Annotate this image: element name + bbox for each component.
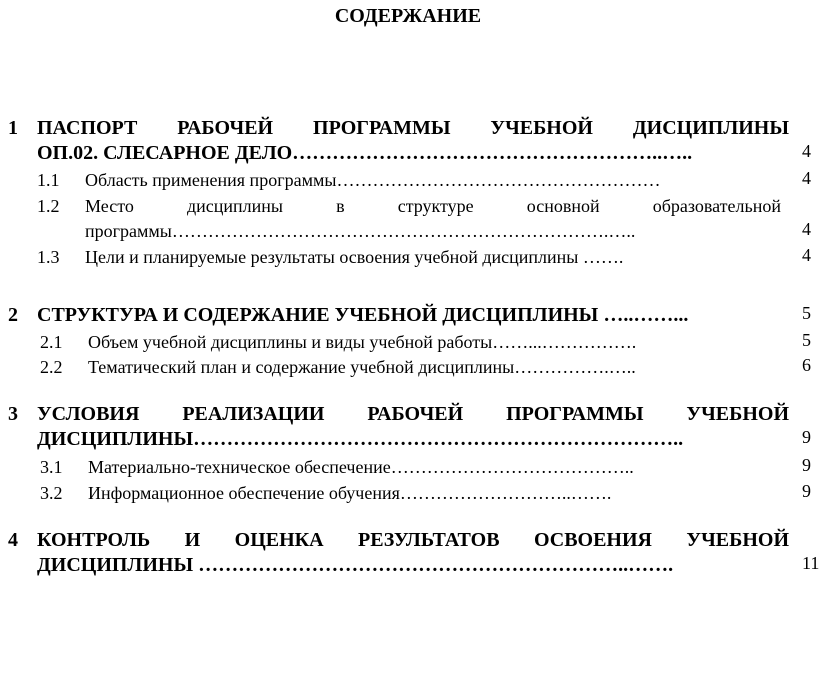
toc-page-number: 4 bbox=[802, 141, 811, 161]
toc-page-number: 4 bbox=[802, 219, 811, 239]
toc-page-number: 4 bbox=[802, 245, 811, 265]
page-title: СОДЕРЖАНИЕ bbox=[334, 5, 482, 27]
toc-item-number: 3.1 bbox=[40, 457, 63, 477]
toc-section-2-line-1 bbox=[8, 303, 788, 327]
toc-section-3-line-1 bbox=[8, 402, 788, 426]
toc-item-2-2 bbox=[40, 355, 800, 379]
toc-item-1-2-line-2: программы……………………………………………………………….….. bbox=[85, 221, 636, 241]
toc-page-number: 9 bbox=[802, 427, 811, 447]
toc-section-title: УСЛОВИЯ РЕАЛИЗАЦИИ РАБОЧЕЙ ПРОГРАММЫ УЧЕБНОЙ bbox=[37, 403, 789, 425]
toc-item-2-1 bbox=[40, 330, 800, 354]
toc-section-3-line-2: ДИСЦИПЛИНЫ……………………………………………………………….. bbox=[37, 428, 684, 450]
toc-item-title: Материально-техническое обеспечение………………………………….. bbox=[88, 457, 634, 477]
toc-section-number: 3 bbox=[8, 403, 18, 425]
toc-item-title: Место дисциплины в структуре основной образовательной bbox=[85, 196, 781, 216]
toc-item-title: Объем учебной дисциплины и виды учебной работы……...……………. bbox=[88, 332, 637, 352]
toc-page-number: 9 bbox=[802, 481, 811, 501]
toc-item-number: 1.3 bbox=[37, 247, 60, 267]
toc-section-number: 2 bbox=[8, 304, 18, 326]
toc-item-title: Цели и планируемые результаты освоения учебной дисциплины ……. bbox=[85, 247, 624, 267]
toc-section-title: СТРУКТУРА И СОДЕРЖАНИЕ УЧЕБНОЙ ДИСЦИПЛИНЫ …..……... bbox=[37, 304, 689, 326]
toc-page-number: 4 bbox=[802, 168, 811, 188]
toc-section-number: 1 bbox=[8, 117, 18, 139]
toc-item-number: 1.2 bbox=[37, 196, 60, 216]
toc-section-4-line-1 bbox=[8, 528, 788, 552]
toc-item-number: 2.1 bbox=[40, 332, 63, 352]
toc-page-number: 5 bbox=[802, 303, 811, 323]
toc-section-4-line-2: ДИСЦИПЛИНЫ ………………………………………………………..……. bbox=[37, 554, 674, 576]
toc-page-number: 11 bbox=[802, 553, 819, 573]
toc-section-title: ПАСПОРТ РАБОЧЕЙ ПРОГРАММЫ УЧЕБНОЙ ДИСЦИПЛИНЫ bbox=[37, 117, 789, 139]
toc-section-number: 4 bbox=[8, 529, 18, 551]
toc-item-number: 1.1 bbox=[37, 170, 60, 190]
toc-item-title: Тематический план и содержание учебной дисциплины…………….….. bbox=[88, 357, 636, 377]
toc-item-number: 3.2 bbox=[40, 483, 63, 503]
toc-item-1-2 bbox=[37, 194, 797, 218]
toc-page-number: 9 bbox=[802, 455, 811, 475]
toc-section-title: КОНТРОЛЬ И ОЦЕНКА РЕЗУЛЬТАТОВ ОСВОЕНИЯ УЧЕБНОЙ bbox=[37, 529, 789, 551]
toc-item-1-1 bbox=[37, 168, 797, 192]
toc-item-3-2 bbox=[40, 481, 800, 505]
toc-item-title: Область применения программы……………………………………………… bbox=[85, 170, 661, 190]
toc-item-title: Информационное обеспечение обучения………………………..……. bbox=[88, 483, 612, 503]
toc-page-number: 6 bbox=[802, 355, 811, 375]
toc-item-number: 2.2 bbox=[40, 357, 63, 377]
toc-item-1-3 bbox=[37, 245, 797, 269]
toc-section-1-line-2: ОП.02. СЛЕСАРНОЕ ДЕЛО………………………………………………..….. bbox=[37, 142, 693, 164]
toc-page-number: 5 bbox=[802, 330, 811, 350]
toc-item-3-1 bbox=[40, 455, 800, 479]
toc-section-1-line-1 bbox=[8, 116, 788, 140]
